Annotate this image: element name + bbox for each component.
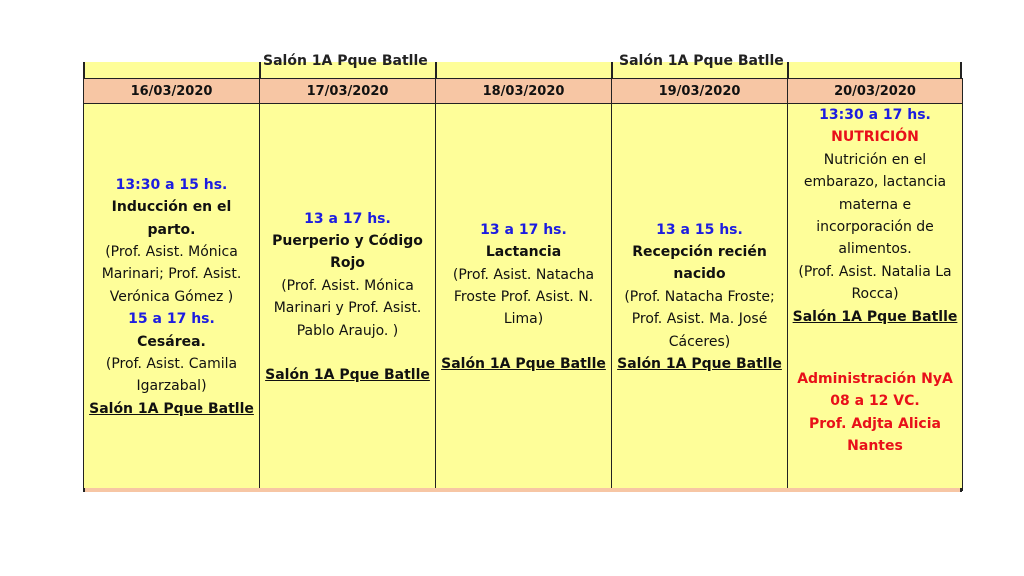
schedule-row — [84, 104, 963, 491]
class-room: Salón 1A Pque Batlle — [441, 355, 606, 372]
class-time: 13 a 17 hs. — [304, 210, 391, 227]
admin-time: 08 a 12 VC. — [830, 393, 920, 410]
day-header: 20/03/2020 — [788, 79, 963, 104]
day-cell-18 — [436, 104, 612, 491]
class-time: 15 a 17 hs. — [128, 311, 215, 328]
class-professors: (Prof. Asist. Natacha Froste Prof. Asist. N. Lima) — [452, 266, 595, 328]
column-divider — [787, 62, 789, 78]
class-professors: (Prof. Asist. Camila Igarzabal) — [105, 356, 238, 395]
clipped-room-text: Salón 1A Pque Batlle — [263, 53, 428, 69]
class-room: Salón 1A Pque Batlle — [265, 367, 430, 384]
class-subject: Lactancia — [485, 244, 562, 261]
class-room: Salón 1A Pque Batlle — [792, 308, 958, 325]
clipped-previous-row — [83, 53, 962, 78]
class-professors: (Prof. Asist. Natalia La Rocca) — [798, 263, 952, 303]
class-time: 13 a 15 hs. — [656, 221, 743, 238]
day-header: 16/03/2020 — [84, 79, 260, 104]
admin-professor: Prof. Adjta Alicia Nantes — [809, 415, 941, 455]
day-header: 18/03/2020 — [436, 79, 612, 104]
day-cell-19 — [612, 104, 788, 491]
column-divider — [259, 62, 261, 78]
day-header: 19/03/2020 — [612, 79, 788, 104]
column-divider — [435, 62, 437, 78]
day-cell-16 — [84, 104, 260, 491]
class-room: Salón 1A Pque Batlle — [89, 400, 254, 417]
header-row — [84, 79, 963, 104]
class-time: 13:30 a 17 hs. — [819, 107, 931, 123]
admin-title: Administración NyA — [797, 371, 953, 388]
day-cell-17 — [260, 104, 436, 491]
class-subject: Puerperio y Código Rojo — [272, 232, 423, 272]
column-divider — [611, 62, 613, 78]
class-room: Salón 1A Pque Batlle — [617, 356, 782, 373]
class-time: 13 a 17 hs. — [480, 221, 567, 238]
class-professors: (Prof. Natacha Froste; Prof. Asist. Ma. José Cáceres) — [624, 288, 775, 350]
day-header: 17/03/2020 — [260, 79, 436, 104]
clipped-room-text: Salón 1A Pque Batlle — [619, 53, 784, 69]
day-cell-20 — [788, 104, 963, 491]
class-description: Nutrición en el embarazo, lactancia materna e incorporación de alimentos. — [803, 151, 947, 258]
class-professors: (Prof. Asist. Mónica Marinari y Prof. Asist. Pablo Araujo. ) — [273, 277, 422, 339]
class-subject: NUTRICIÓN — [831, 129, 919, 146]
schedule-table — [83, 78, 963, 491]
class-subject: Inducción en el parto. — [111, 199, 232, 238]
class-subject: Recepción recién nacido — [632, 243, 767, 283]
class-subject: Cesárea. — [137, 333, 206, 350]
class-professors: (Prof. Asist. Mónica Marinari; Prof. Asist. Verónica Gómez ) — [101, 243, 242, 305]
class-time: 13:30 a 15 hs. — [115, 176, 228, 193]
next-row-edge — [83, 488, 962, 492]
